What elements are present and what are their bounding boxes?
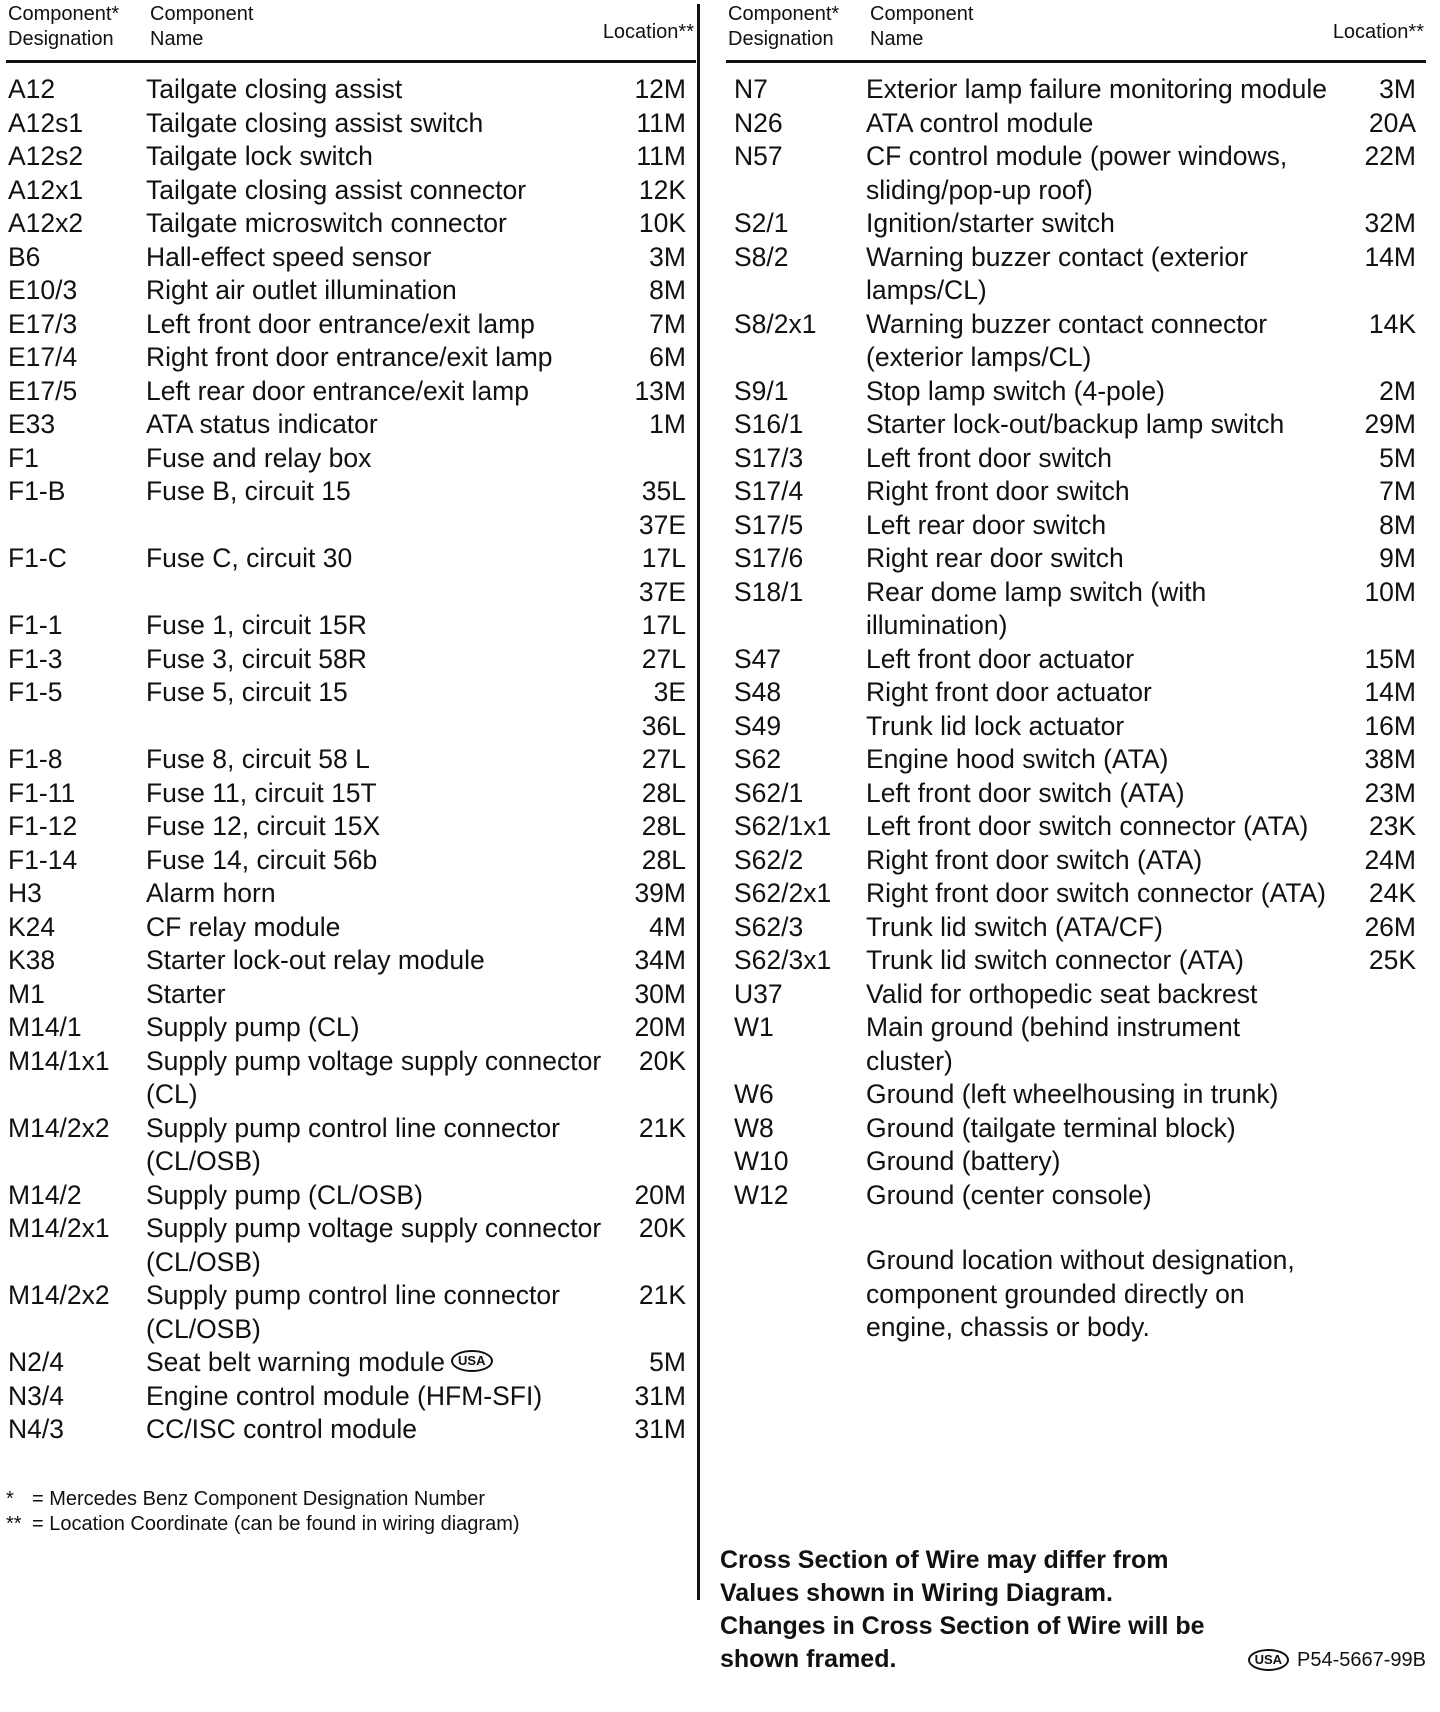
component-location: 39M: [634, 878, 686, 908]
footnote: ** = Location Coordinate (can be found in wiring diagram): [6, 1512, 520, 1535]
component-location: 20A: [1368, 107, 1416, 138]
table-row: [6, 1212, 696, 1279]
component-name: Fuse C, circuit 30: [146, 543, 353, 573]
table-row: [726, 107, 1426, 141]
table-row: [6, 944, 696, 978]
component-name: Warning buzzer contact connector (exterior lamps/CL): [866, 308, 1268, 372]
component-name: Fuse 14, circuit 56b: [146, 844, 378, 875]
table-row: [6, 978, 696, 1012]
ground-note: Ground location without designation, component grounded directly on engine, chassis or body.: [866, 1245, 1295, 1342]
component-name: Starter lock-out relay module: [146, 945, 485, 975]
cross-note: Changes in Cross Section of Wire will be shown framed.: [720, 1612, 1205, 1673]
component-name: Supply pump control line connector (CL/OSB): [146, 1280, 560, 1344]
table-row: [726, 643, 1426, 677]
component-name: ATA control module: [866, 107, 1094, 138]
component-name: Rear dome lamp switch (with illumination): [866, 576, 1207, 640]
component-location: 28L: [641, 777, 686, 808]
component-location: 3M: [1379, 74, 1416, 104]
table-row: [6, 174, 696, 208]
component-designation: S16/1: [734, 409, 804, 439]
component-location: 5M: [649, 1347, 686, 1377]
component-location: 1M: [649, 409, 686, 439]
component-name: Tailgate closing assist connector: [146, 174, 527, 205]
component-designation: A12s1: [8, 107, 84, 138]
table-row-continuation: [6, 710, 696, 744]
table-row: [726, 844, 1426, 878]
table-row-continuation: [6, 576, 696, 610]
table-row: [726, 710, 1426, 744]
component-location: 13M: [634, 375, 686, 406]
component-location: 15M: [1364, 643, 1416, 674]
component-location: 35L: [641, 476, 686, 506]
component-designation: N57: [734, 141, 783, 171]
table-row: [726, 207, 1426, 241]
table-row: [6, 643, 696, 677]
table-row: [726, 475, 1426, 509]
table-row: [726, 978, 1426, 1012]
component-designation: W12: [734, 1179, 789, 1210]
component-designation: A12x1: [8, 174, 84, 205]
component-designation: F1-C: [8, 543, 67, 573]
component-name: Trunk lid lock actuator: [866, 710, 1125, 741]
table-row: [726, 1179, 1426, 1213]
component-name: Tailgate closing assist: [146, 74, 403, 104]
table-row: [726, 509, 1426, 543]
component-location: 32M: [1364, 208, 1416, 238]
component-name: Right air outlet illumination: [146, 275, 457, 305]
header-name: Component Name: [150, 3, 254, 50]
component-name: Ground (battery): [866, 1146, 1061, 1176]
component-designation: N26: [734, 107, 783, 138]
component-location: 12M: [634, 74, 686, 104]
table-row: [6, 274, 696, 308]
table-row: [726, 576, 1426, 643]
component-name: Starter: [146, 978, 226, 1009]
component-location: 4M: [649, 911, 686, 942]
component-name: Ground (center console): [866, 1179, 1152, 1210]
component-name: Tailgate microswitch connector: [146, 208, 507, 238]
component-designation: S17/6: [734, 543, 804, 573]
component-name: Right front door actuator: [866, 677, 1152, 707]
component-name: Engine hood switch (ATA): [866, 744, 1169, 774]
component-location: 5M: [1379, 442, 1416, 473]
component-location: 14K: [1368, 308, 1416, 339]
table-row: [6, 107, 696, 141]
component-location: 10K: [638, 208, 686, 238]
document-code: [1248, 1648, 1426, 1672]
header-designation: Component* Designation: [728, 3, 840, 50]
table-row: [6, 73, 696, 107]
component-designation: S48: [734, 677, 782, 707]
table-row: [6, 308, 696, 342]
component-location: 31M: [634, 1380, 686, 1411]
header-rule: [726, 60, 1426, 63]
table-row: [6, 844, 696, 878]
table-row: [6, 676, 696, 710]
component-name: Left front door entrance/exit lamp: [146, 308, 535, 339]
component-location: 11M: [636, 107, 686, 138]
component-designation: E17/4: [8, 342, 78, 372]
component-designation: F1-1: [8, 610, 63, 640]
table-row-continuation: [6, 509, 696, 543]
component-name: Supply pump voltage supply connector (CL): [146, 1045, 602, 1109]
component-location: 31M: [634, 1414, 686, 1444]
table-row: [6, 810, 696, 844]
component-location: 7M: [649, 308, 686, 339]
component-location: 14M: [1364, 677, 1416, 707]
component-designation: S17/5: [734, 509, 804, 540]
table-row: [6, 1011, 696, 1045]
component-designation: F1-11: [8, 777, 76, 808]
component-name: Supply pump control line connector (CL/OSB): [146, 1112, 560, 1176]
component-designation: N7: [734, 74, 768, 104]
component-name: Right front door switch connector (ATA): [866, 878, 1326, 908]
component-location: 3M: [649, 241, 686, 272]
component-name: Exterior lamp failure monitoring module: [866, 74, 1328, 104]
component-designation: E10/3: [8, 275, 78, 305]
table-row: [6, 777, 696, 811]
component-designation: A12s2: [8, 141, 84, 171]
component-location: 20M: [634, 1179, 686, 1210]
component-location: 37E: [638, 576, 686, 607]
component-location: 27L: [641, 744, 686, 774]
right-component-list: [726, 73, 1426, 1212]
header-name: Component Name: [870, 3, 974, 50]
table-row: [6, 877, 696, 911]
component-name: Main ground (behind instrument cluster): [866, 1012, 1241, 1076]
table-row: [726, 944, 1426, 978]
component-name: Fuse 5, circuit 15: [146, 677, 348, 707]
table-row: [6, 542, 696, 576]
component-location: 3E: [653, 677, 686, 707]
component-name: Fuse 11, circuit 15T: [146, 777, 377, 808]
table-row: [726, 408, 1426, 442]
component-designation: N3/4: [8, 1380, 64, 1411]
component-location: 38M: [1364, 744, 1416, 774]
component-designation: M14/2: [8, 1179, 82, 1210]
header-location: Location**: [1332, 21, 1424, 43]
table-row: [726, 73, 1426, 107]
table-row: [726, 1145, 1426, 1179]
component-designation: S17/4: [734, 476, 804, 506]
header-rule: [6, 60, 696, 63]
usa-badge-icon: USA: [1248, 1649, 1289, 1671]
table-row: [6, 1413, 696, 1447]
component-location: 23M: [1364, 777, 1416, 808]
component-location: 30M: [634, 978, 686, 1009]
component-designation: A12: [8, 74, 56, 104]
cross-section-notes: [720, 1544, 1240, 1676]
cross-note: Cross Section of Wire may differ from Values shown in Wiring Diagram.: [720, 1546, 1169, 1607]
component-designation: M14/2x1: [8, 1213, 110, 1243]
component-designation: W8: [734, 1112, 774, 1143]
component-location: 37E: [638, 509, 686, 540]
table-row: [6, 207, 696, 241]
component-name: Starter lock-out/backup lamp switch: [866, 409, 1285, 439]
table-row: [6, 1279, 696, 1346]
table-row: [726, 375, 1426, 409]
component-location: 28L: [641, 844, 686, 875]
table-row: [726, 911, 1426, 945]
table-row: [6, 609, 696, 643]
component-name: Fuse 12, circuit 15X: [146, 811, 381, 841]
component-designation: S2/1: [734, 208, 789, 238]
component-designation: E17/5: [8, 375, 78, 406]
table-row: [6, 442, 696, 476]
component-name: Warning buzzer contact (exterior lamps/CL): [866, 241, 1248, 305]
table-row: [6, 475, 696, 509]
component-name: ATA status indicator: [146, 409, 378, 439]
table-row: [726, 676, 1426, 710]
component-name: Left rear door switch: [866, 509, 1107, 540]
component-name: Right front door entrance/exit lamp: [146, 342, 553, 372]
component-designation: M14/2x2: [8, 1280, 110, 1310]
component-designation: F1-12: [8, 811, 78, 841]
component-location: 36L: [641, 710, 686, 741]
component-designation: W1: [734, 1012, 774, 1042]
component-name: CF control module (power windows, sliding/pop-up roof): [866, 141, 1288, 205]
component-location: 8M: [1379, 509, 1416, 540]
component-location: 29M: [1364, 409, 1416, 439]
component-designation: E17/3: [8, 308, 78, 339]
component-name: Right front door switch: [866, 476, 1130, 506]
component-designation: K24: [8, 911, 56, 942]
header-location: Location**: [602, 21, 694, 43]
component-designation: S8/2x1: [734, 308, 817, 339]
component-location: 9M: [1379, 543, 1416, 573]
usa-badge-icon: USA: [451, 1350, 492, 1372]
component-location: 27L: [641, 643, 686, 674]
component-location: 20K: [638, 1045, 686, 1076]
table-row: [726, 241, 1426, 308]
component-name: Valid for orthopedic seat backrest: [866, 978, 1258, 1009]
component-name: Ignition/starter switch: [866, 208, 1115, 238]
component-designation: S9/1: [734, 375, 789, 406]
component-name: Fuse B, circuit 15: [146, 476, 351, 506]
component-location: 26M: [1364, 911, 1416, 942]
component-designation: S47: [734, 643, 782, 674]
component-designation: F1-5: [8, 677, 63, 707]
component-designation: S62/2: [734, 844, 804, 875]
table-row: [726, 810, 1426, 844]
document-code-text: P54-5667-99B: [1297, 1649, 1426, 1671]
component-name: Left front door switch: [866, 442, 1112, 473]
component-designation: K38: [8, 945, 56, 975]
component-designation: W10: [734, 1146, 789, 1176]
component-name: CF relay module: [146, 911, 341, 942]
table-row: [726, 1011, 1426, 1078]
component-designation: M14/2x2: [8, 1112, 110, 1143]
component-location: 10M: [1364, 576, 1416, 607]
component-location: 23K: [1368, 811, 1416, 841]
component-name: Right rear door switch: [866, 543, 1124, 573]
component-name: Fuse 1, circuit 15R: [146, 610, 367, 640]
component-location: 14M: [1364, 241, 1416, 272]
component-name: Supply pump (CL/OSB): [146, 1179, 423, 1210]
component-name: Tailgate lock switch: [146, 141, 373, 171]
component-location: 28L: [641, 811, 686, 841]
table-row: [6, 241, 696, 275]
component-designation: M1: [8, 978, 45, 1009]
right-column: [726, 0, 1426, 1345]
component-designation: U37: [734, 978, 783, 1009]
table-row: [6, 341, 696, 375]
component-designation: S62/2x1: [734, 878, 832, 908]
footnote: * = Mercedes Benz Component Designation Number: [6, 1487, 486, 1510]
component-designation: B6: [8, 241, 41, 272]
component-name: Left front door switch connector (ATA): [866, 811, 1309, 841]
component-designation: S62/3: [734, 911, 804, 942]
component-location: 12K: [638, 174, 686, 205]
component-designation: N2/4: [8, 1347, 64, 1377]
component-designation: M14/1: [8, 1012, 82, 1042]
column-divider: [697, 4, 700, 1600]
table-row: [6, 1112, 696, 1179]
table-row: [6, 1045, 696, 1112]
table-row: [726, 1078, 1426, 1112]
table-row: [6, 1179, 696, 1213]
component-location: 21K: [638, 1280, 686, 1310]
component-location: 8M: [649, 275, 686, 305]
component-designation: N4/3: [8, 1414, 64, 1444]
component-designation: S62/1: [734, 777, 804, 808]
table-row: [6, 408, 696, 442]
component-location: 24K: [1368, 878, 1416, 908]
component-name: Fuse and relay box: [146, 442, 372, 473]
component-location: 34M: [634, 945, 686, 975]
component-location: 24M: [1364, 844, 1416, 875]
table-row: [6, 743, 696, 777]
component-location: 25K: [1368, 945, 1416, 975]
table-row: [726, 743, 1426, 777]
component-designation: S62/3x1: [734, 945, 832, 975]
component-name: Right front door switch (ATA): [866, 844, 1203, 875]
component-name: Supply pump voltage supply connector (CL/OSB): [146, 1213, 602, 1277]
component-name: Left rear door entrance/exit lamp: [146, 375, 529, 406]
left-column: [6, 0, 696, 1537]
right-header: [726, 0, 1426, 60]
component-location: 7M: [1379, 476, 1416, 506]
component-designation: S62: [734, 744, 782, 774]
component-name: Alarm horn: [146, 878, 276, 908]
component-designation: S62/1x1: [734, 811, 832, 841]
table-row: [726, 442, 1426, 476]
component-designation: S49: [734, 710, 782, 741]
table-row: [726, 877, 1426, 911]
component-designation: A12x2: [8, 208, 84, 238]
component-designation: M14/1x1: [8, 1045, 110, 1076]
component-name: Tailgate closing assist switch: [146, 107, 484, 138]
table-row: [726, 140, 1426, 207]
component-designation: H3: [8, 878, 42, 908]
component-name: Fuse 3, circuit 58R: [146, 643, 367, 674]
component-name: Seat belt warning module USA: [146, 1346, 611, 1380]
component-designation: F1-B: [8, 476, 66, 506]
component-location: 2M: [1379, 375, 1416, 406]
footnotes: [6, 1487, 696, 1537]
table-row: [6, 911, 696, 945]
table-row: [726, 542, 1426, 576]
table-row: [726, 777, 1426, 811]
component-name: Hall-effect speed sensor: [146, 241, 432, 272]
component-name: Engine control module (HFM-SFI): [146, 1380, 543, 1411]
component-location: 17L: [641, 543, 686, 573]
component-name: Trunk lid switch connector (ATA): [866, 945, 1244, 975]
component-location: 16M: [1364, 710, 1416, 741]
component-name: CC/ISC control module: [146, 1414, 417, 1444]
header-designation: Component* Designation: [8, 3, 120, 50]
component-location: 20K: [638, 1213, 686, 1243]
component-location: 6M: [649, 342, 686, 372]
component-name: Fuse 8, circuit 58 L: [146, 744, 370, 774]
component-name: Left front door actuator: [866, 643, 1135, 674]
component-designation: F1: [8, 442, 39, 473]
component-designation: F1-3: [8, 643, 63, 674]
component-location: 22M: [1364, 141, 1416, 171]
component-name: Left front door switch (ATA): [866, 777, 1185, 808]
component-designation: E33: [8, 409, 56, 439]
component-designation: S17/3: [734, 442, 804, 473]
component-name: Ground (left wheelhousing in trunk): [866, 1079, 1279, 1109]
component-location: 11M: [636, 141, 686, 171]
component-location: 21K: [638, 1112, 686, 1143]
left-component-list: [6, 73, 696, 1447]
component-location: 17L: [641, 610, 686, 640]
component-designation: S18/1: [734, 576, 804, 607]
component-name: Supply pump (CL): [146, 1012, 360, 1042]
table-row: [6, 1346, 696, 1380]
component-designation: F1-8: [8, 744, 63, 774]
component-designation: S8/2: [734, 241, 789, 272]
component-designation: F1-14: [8, 844, 78, 875]
component-location: 20M: [634, 1012, 686, 1042]
table-row: [726, 308, 1426, 375]
table-row: [6, 140, 696, 174]
table-row: [6, 1380, 696, 1414]
component-name: Ground (tailgate terminal block): [866, 1112, 1236, 1143]
table-row: [726, 1112, 1426, 1146]
table-row: [6, 375, 696, 409]
component-designation: W6: [734, 1079, 774, 1109]
component-name: Stop lamp switch (4-pole): [866, 375, 1165, 406]
left-header: [6, 0, 696, 60]
component-name: Trunk lid switch (ATA/CF): [866, 911, 1163, 942]
